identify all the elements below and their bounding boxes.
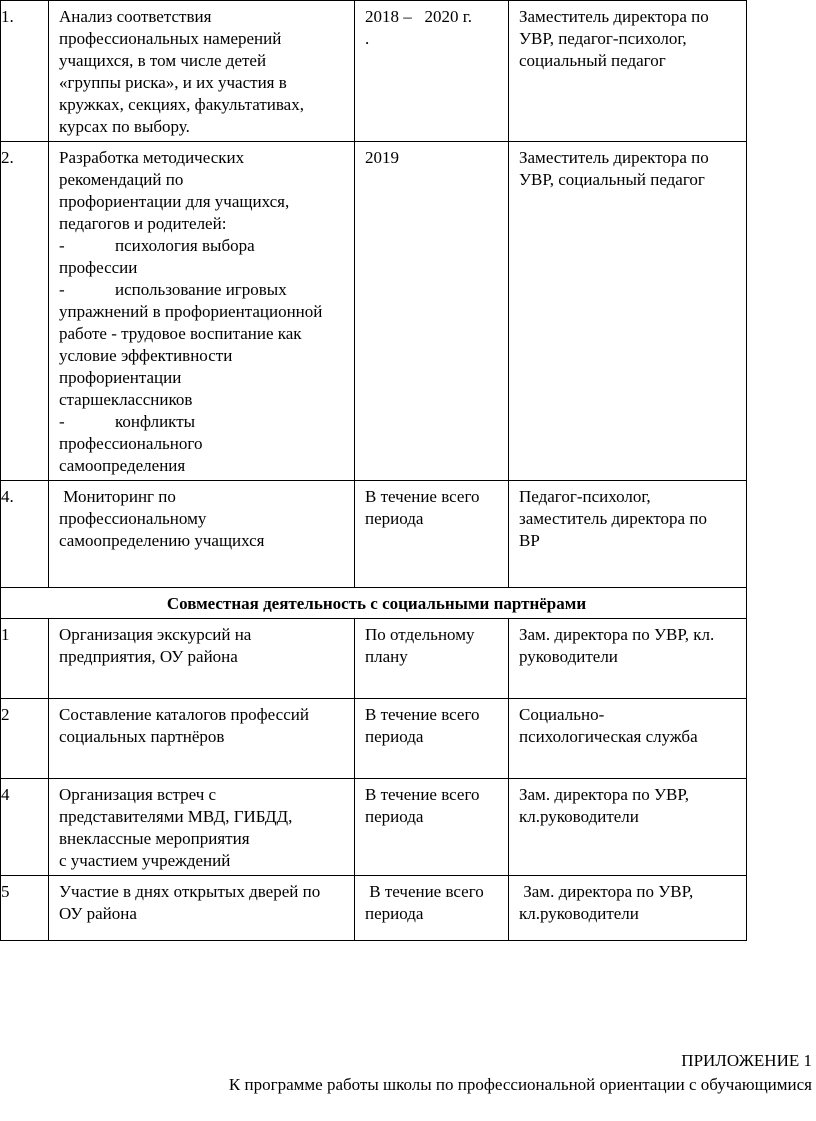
responsible-cell: Социально- психологическая служба bbox=[509, 699, 747, 779]
responsible-cell: Заместитель директора по УВР, педагог-психолог, социальный педагог bbox=[509, 1, 747, 142]
table-row bbox=[1, 1, 747, 142]
term-cell: В течение всего периода bbox=[355, 699, 509, 779]
activity-cell: Участие в днях открытых дверей по ОУ района bbox=[49, 876, 355, 941]
term-cell: В течение всего периода bbox=[355, 481, 509, 588]
activity-cell: Составление каталогов профессий социальных партнёров bbox=[49, 699, 355, 779]
term-cell: 2018 – 2020 г. . bbox=[355, 1, 509, 142]
row-number: 5 bbox=[1, 876, 49, 941]
program-caption: К программе работы школы по профессиональной ориентации с обучающимися bbox=[228, 1075, 812, 1094]
table-row bbox=[1, 142, 747, 481]
responsible-cell: Педагог-психолог, заместитель директора по ВР bbox=[509, 481, 747, 588]
term-cell: В течение всего периода bbox=[355, 779, 509, 876]
table-row bbox=[1, 876, 747, 941]
term-cell: 2019 bbox=[355, 142, 509, 481]
responsible-cell: Зам. директора по УВР, кл. руководители bbox=[509, 619, 747, 699]
activity-cell: Анализ соответствия профессиональных намерений учащихся, в том числе детей «группы риска», и их участия в кружках, секциях, факультативах, курсах по выбору. bbox=[49, 1, 355, 142]
appendix-label: ПРИЛОЖЕНИЕ 1 bbox=[681, 1051, 812, 1070]
activity-cell: Мониторинг по профессиональному самоопределению учащихся bbox=[49, 481, 355, 588]
section-row bbox=[1, 588, 747, 619]
responsible-cell: Заместитель директора по УВР, социальный педагог bbox=[509, 142, 747, 481]
row-number: 2 bbox=[1, 699, 49, 779]
row-number: 2. bbox=[1, 142, 49, 481]
activity-cell: Разработка методических рекомендаций по профориентации для учащихся, педагогов и родителей: - психология выбора профессии - использование игровых упражнений в профориентационной работе - трудовое воспитание как условие эффективности профориентации старшеклассников - конфликты профессионального самоопределения bbox=[49, 142, 355, 481]
row-number: 1 bbox=[1, 619, 49, 699]
row-number: 4 bbox=[1, 779, 49, 876]
term-cell: По отдельному плану bbox=[355, 619, 509, 699]
table-row bbox=[1, 619, 747, 699]
table-row bbox=[1, 699, 747, 779]
responsible-cell: Зам. директора по УВР, кл.руководители bbox=[509, 876, 747, 941]
term-cell: В течение всего периода bbox=[355, 876, 509, 941]
row-number: 1. bbox=[1, 1, 49, 142]
row-number: 4. bbox=[1, 481, 49, 588]
activity-cell: Организация экскурсий на предприятия, ОУ района bbox=[49, 619, 355, 699]
table-row bbox=[1, 481, 747, 588]
section-title: Совместная деятельность с социальными партнёрами bbox=[1, 588, 747, 619]
table-row bbox=[1, 779, 747, 876]
responsible-cell: Зам. директора по УВР, кл.руководители bbox=[509, 779, 747, 876]
activity-cell: Организация встреч с представителями МВД, ГИБДД, внеклассные мероприятия с участием учреждений bbox=[49, 779, 355, 876]
